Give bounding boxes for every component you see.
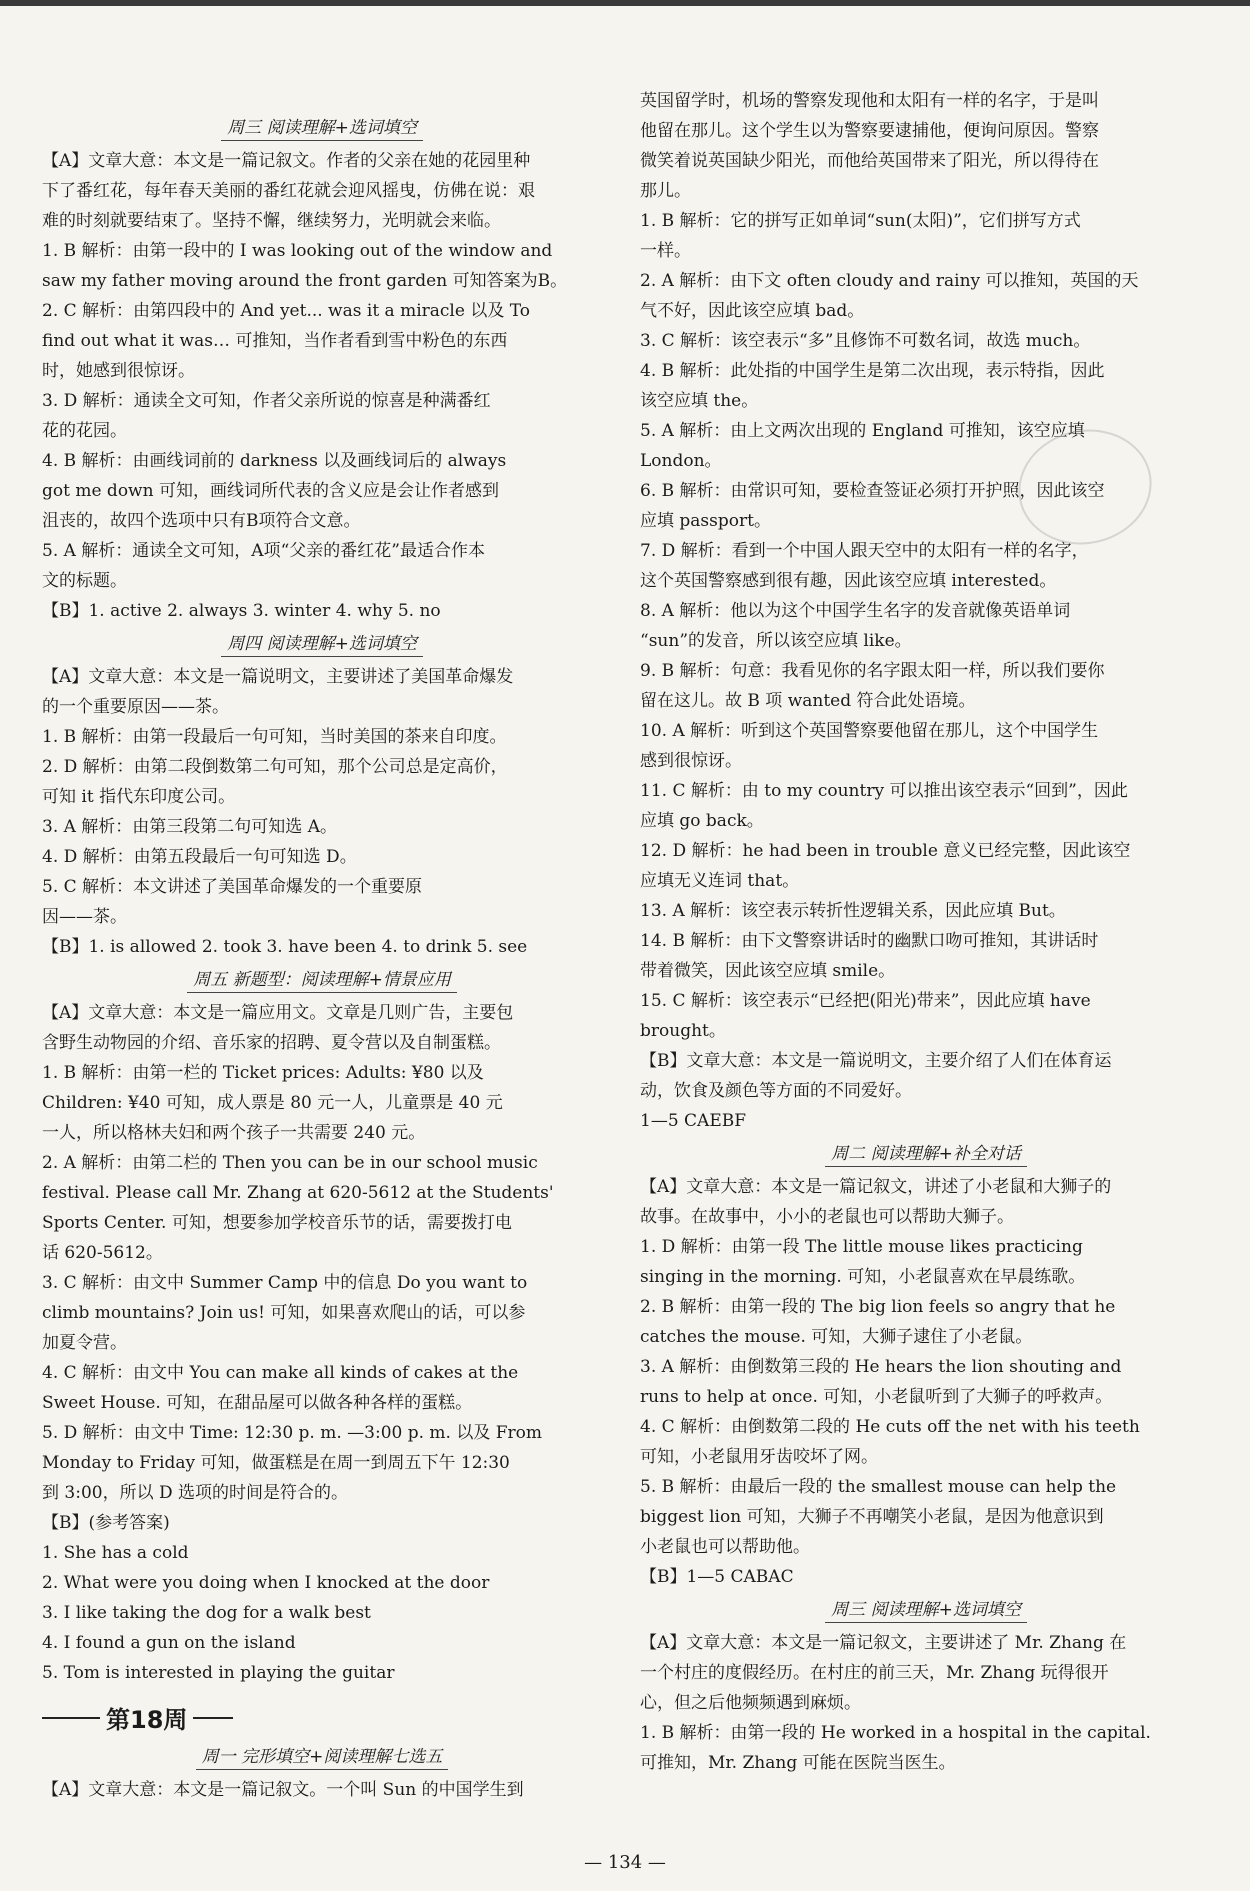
text-line: saw my father moving around the front garden 可知答案为B。 <box>42 271 568 291</box>
day-heading-text: 周一 完形填空+阅读理解七选五 <box>196 1747 449 1770</box>
text-line: 【B】1. active 2. always 3. winter 4. why 5. no <box>42 601 441 621</box>
section-title-text: 第18周 <box>106 1706 188 1734</box>
text-line: 1. B 解析：由第一段中的 I was looking out of the window and <box>42 241 553 261</box>
text-line: 10. A 解析：听到这个英国警察要他留在那儿，这个中国学生 <box>640 721 1099 741</box>
text-line: 5. Tom is interested in playing the guitar <box>42 1663 395 1683</box>
text-line: find out what it was… 可推知，当作者看到雪中粉色的东西 <box>42 331 508 351</box>
text-line: 含野生动物园的介绍、音乐家的招聘、夏令营以及自制蛋糕。 <box>42 1033 501 1053</box>
text-line: 沮丧的，故四个选项中只有B项符合文意。 <box>42 511 361 531</box>
text-line: 1. D 解析：由第一段 The little mouse likes practicing <box>640 1237 1083 1257</box>
text-line: 5. D 解析：由文中 Time: 12:30 p. m. —3:00 p. m. 以及 From <box>42 1423 543 1443</box>
text-line: 1. B 解析：它的拼写正如单词“sun(太阳)”，它们拼写方式 <box>640 211 1081 231</box>
text-line: 这个英国警察感到很有趣，因此该空应填 interested。 <box>640 571 1057 591</box>
text-line: 1. B 解析：由第一段最后一句可知，当时美国的茶来自印度。 <box>42 727 507 747</box>
text-line: 13. A 解析：该空表示转折性逻辑关系，因此应填 But。 <box>640 901 1066 921</box>
text-line: 【A】文章大意：本文是一篇记叙文。作者的父亲在她的花园里种 <box>42 151 531 171</box>
text-line: 英国留学时，机场的警察发现他和太阳有一样的名字，于是叫 <box>640 91 1099 111</box>
text-line: 4. D 解析：由第五段最后一句可知选 D。 <box>42 847 357 867</box>
text-line: 2. A 解析：由下文 often cloudy and rainy 可以推知，英国的天 <box>640 271 1139 291</box>
text-line: 应填 passport。 <box>640 511 771 531</box>
text-line: 小老鼠也可以帮助他。 <box>640 1537 810 1557</box>
title-rule-right <box>193 1717 233 1719</box>
text-line: got me down 可知，画线词所代表的含义应是会让作者感到 <box>42 481 499 501</box>
text-line: 2. A 解析：由第二栏的 Then you can be in our school music <box>42 1153 538 1173</box>
text-line: Monday to Friday 可知，做蛋糕是在周一到周五下午 12:30 <box>42 1453 510 1473</box>
text-line: 【A】文章大意：本文是一篇说明文，主要讲述了美国革命爆发 <box>42 667 514 687</box>
text-line: 应填 go back。 <box>640 811 764 831</box>
text-line: 的一个重要原因——茶。 <box>42 697 229 717</box>
text-line: biggest lion 可知，大狮子不再嘲笑小老鼠，是因为他意识到 <box>640 1507 1104 1527</box>
text-line: 那儿。 <box>640 181 691 201</box>
text-line: 一人，所以格林夫妇和两个孩子一共需要 240 元。 <box>42 1123 426 1143</box>
day-heading-text: 周二 阅读理解+补全对话 <box>825 1144 1027 1167</box>
week-section-title <box>42 1700 602 1735</box>
text-line: 3. D 解析：通读全文可知，作者父亲所说的惊喜是种满番红 <box>42 391 491 411</box>
top-border <box>0 0 1250 6</box>
day-heading-text: 周三 阅读理解+选词填空 <box>825 1600 1027 1623</box>
text-line: 2. B 解析：由第一段的 The big lion feels so angry that he <box>640 1297 1116 1317</box>
text-line: 5. B 解析：由最后一段的 the smallest mouse can help the <box>640 1477 1117 1497</box>
text-line: 动，饮食及颜色等方面的不同爱好。 <box>640 1081 912 1101</box>
text-line: catches the mouse. 可知，大狮子逮住了小老鼠。 <box>640 1327 1033 1347</box>
text-line: 到 3:00，所以 D 选项的时间是符合的。 <box>42 1483 349 1503</box>
text-line: 11. C 解析：由 to my country 可以推出该空表示“回到”，因此 <box>640 781 1128 801</box>
text-line: 4. C 解析：由文中 You can make all kinds of cakes at the <box>42 1363 519 1383</box>
text-line: 加夏令营。 <box>42 1333 127 1353</box>
text-line: 8. A 解析：他以为这个中国学生名字的发音就像英语单词 <box>640 601 1071 621</box>
text-line: 9. B 解析：句意：我看见你的名字跟太阳一样，所以我们要你 <box>640 661 1105 681</box>
day-heading <box>42 116 602 140</box>
text-line: 2. D 解析：由第二段倒数第二句可知，那个公司总是定高价， <box>42 757 508 777</box>
text-line: 1. B 解析：由第一栏的 Ticket prices: Adults: ¥80 以及 <box>42 1063 484 1083</box>
text-line: 5. C 解析：本文讲述了美国革命爆发的一个重要原 <box>42 877 423 897</box>
text-line: 【B】1—5 CABAC <box>640 1567 794 1587</box>
text-line: 【B】(参考答案) <box>42 1513 170 1533</box>
text-line: 1—5 CAEBF <box>640 1111 747 1131</box>
text-line: 下了番红花，每年春天美丽的番红花就会迎风摇曳，仿佛在说：艰 <box>42 181 535 201</box>
text-line: 1. She has a cold <box>42 1543 189 1563</box>
text-line: London。 <box>640 451 722 471</box>
text-line: 难的时刻就要结束了。坚持不懈，继续努力，光明就会来临。 <box>42 211 501 231</box>
text-line: 2. C 解析：由第四段中的 And yet... was it a miracle 以及 To <box>42 301 530 321</box>
text-line: climb mountains? Join us! 可知，如果喜欢爬山的话，可以参 <box>42 1303 526 1323</box>
text-line: 3. I like taking the dog for a walk best <box>42 1603 371 1623</box>
text-line: 【B】1. is allowed 2. took 3. have been 4. to drink 5. see <box>42 937 528 957</box>
left-column <box>42 108 602 1807</box>
text-line: 6. B 解析：由常识可知，要检查签证必须打开护照，因此该空 <box>640 481 1105 501</box>
text-line: 3. C 解析：由文中 Summer Camp 中的信息 Do you want to <box>42 1273 528 1293</box>
text-line: 花的花园。 <box>42 421 127 441</box>
text-line: 【B】文章大意：本文是一篇说明文，主要介绍了人们在体育运 <box>640 1051 1112 1071</box>
text-line: 心，但之后他频频遇到麻烦。 <box>640 1693 861 1713</box>
text-line: 一个村庄的度假经历。在村庄的前三天，Mr. Zhang 玩得很开 <box>640 1663 1109 1683</box>
text-line: 文的标题。 <box>42 571 127 591</box>
text-line: 感到很惊讶。 <box>640 751 742 771</box>
text-line: 3. A 解析：由第三段第二句可知选 A。 <box>42 817 337 837</box>
text-line: 1. B 解析：由第一段的 He worked in a hospital in the capital. <box>640 1723 1151 1743</box>
text-line: 一样。 <box>640 241 691 261</box>
day-heading-text: 周五 新题型：阅读理解+情景应用 <box>187 970 457 993</box>
text-line: 留在这儿。故 B 项 wanted 符合此处语境。 <box>640 691 976 711</box>
text-line: 话 620-5612。 <box>42 1243 163 1263</box>
right-column <box>640 88 1212 1780</box>
text-line: 时，她感到很惊讶。 <box>42 361 195 381</box>
day-heading-text: 周四 阅读理解+选词填空 <box>221 634 423 657</box>
text-line: 4. B 解析：此处指的中国学生是第二次出现，表示特指，因此 <box>640 361 1105 381</box>
title-rule-left <box>42 1717 100 1719</box>
day-heading <box>640 1598 1212 1622</box>
day-heading <box>42 632 602 656</box>
text-line: Children: ¥40 可知，成人票是 80 元一人，儿童票是 40 元 <box>42 1093 503 1113</box>
day-heading <box>42 968 602 992</box>
text-line: 14. B 解析：由下文警察讲话时的幽默口吻可推知，其讲话时 <box>640 931 1099 951</box>
text-line: 5. A 解析：由上文两次出现的 England 可推知，该空应填 <box>640 421 1085 441</box>
text-line: “sun”的发音，所以该空应填 like。 <box>640 631 912 651</box>
text-line: 应填无义连词 that。 <box>640 871 800 891</box>
text-line: Sports Center. 可知，想要参加学校音乐节的话，需要拨打电 <box>42 1213 512 1233</box>
day-heading-text: 周三 阅读理解+选词填空 <box>221 118 423 141</box>
text-line: 可推知，Mr. Zhang 可能在医院当医生。 <box>640 1753 956 1773</box>
text-line: 3. A 解析：由倒数第三段的 He hears the lion shouting and <box>640 1357 1122 1377</box>
text-line: 2. What were you doing when I knocked at the door <box>42 1573 490 1593</box>
text-line: 4. I found a gun on the island <box>42 1633 296 1653</box>
text-line: 15. C 解析：该空表示“已经把(阳光)带来”，因此应填 have <box>640 991 1091 1011</box>
text-line: 7. D 解析：看到一个中国人跟天空中的太阳有一样的名字， <box>640 541 1089 561</box>
text-line: 可知 it 指代东印度公司。 <box>42 787 236 807</box>
text-line: 3. C 解析：该空表示“多”且修饰不可数名词，故选 much。 <box>640 331 1091 351</box>
text-line: 4. B 解析：由画线词前的 darkness 以及画线词后的 always <box>42 451 507 471</box>
page-number: — 134 — <box>584 1852 666 1873</box>
text-line: 他留在那儿。这个学生以为警察要逮捕他，便询问原因。警察 <box>640 121 1099 141</box>
text-line: 4. C 解析：由倒数第二段的 He cuts off the net with his teeth <box>640 1417 1140 1437</box>
day-heading <box>640 1142 1212 1166</box>
text-line: 【A】文章大意：本文是一篇记叙文，主要讲述了 Mr. Zhang 在 <box>640 1633 1127 1653</box>
text-line: festival. Please call Mr. Zhang at 620-5612 at the Students' <box>42 1183 554 1203</box>
text-line: 可知，小老鼠用牙齿咬坏了网。 <box>640 1447 878 1467</box>
day-heading <box>42 1745 602 1769</box>
text-line: 【A】文章大意：本文是一篇记叙文，讲述了小老鼠和大狮子的 <box>640 1177 1112 1197</box>
text-line: 该空应填 the。 <box>640 391 759 411</box>
text-line: Sweet House. 可知，在甜品屋可以做各种各样的蛋糕。 <box>42 1393 473 1413</box>
text-line: 带着微笑，因此该空应填 smile。 <box>640 961 896 981</box>
text-line: 因——茶。 <box>42 907 127 927</box>
text-line: 气不好，因此该空应填 bad。 <box>640 301 865 321</box>
text-line: 【A】文章大意：本文是一篇应用文。文章是几则广告，主要包 <box>42 1003 514 1023</box>
text-line: 微笑着说英国缺少阳光，而他给英国带来了阳光，所以得待在 <box>640 151 1099 171</box>
text-line: singing in the morning. 可知，小老鼠喜欢在早晨练歌。 <box>640 1267 1086 1287</box>
text-line: brought。 <box>640 1021 726 1041</box>
text-line: runs to help at once. 可知，小老鼠听到了大狮子的呼救声。 <box>640 1387 1113 1407</box>
text-line: 故事。在故事中，小小的老鼠也可以帮助大狮子。 <box>640 1207 1014 1227</box>
text-line: 12. D 解析：he had been in trouble 意义已经完整，因此该空 <box>640 841 1131 861</box>
text-line: 5. A 解析：通读全文可知，A项“父亲的番红花”最适合作本 <box>42 541 485 561</box>
text-line: 【A】文章大意：本文是一篇记叙文。一个叫 Sun 的中国学生到 <box>42 1780 524 1800</box>
